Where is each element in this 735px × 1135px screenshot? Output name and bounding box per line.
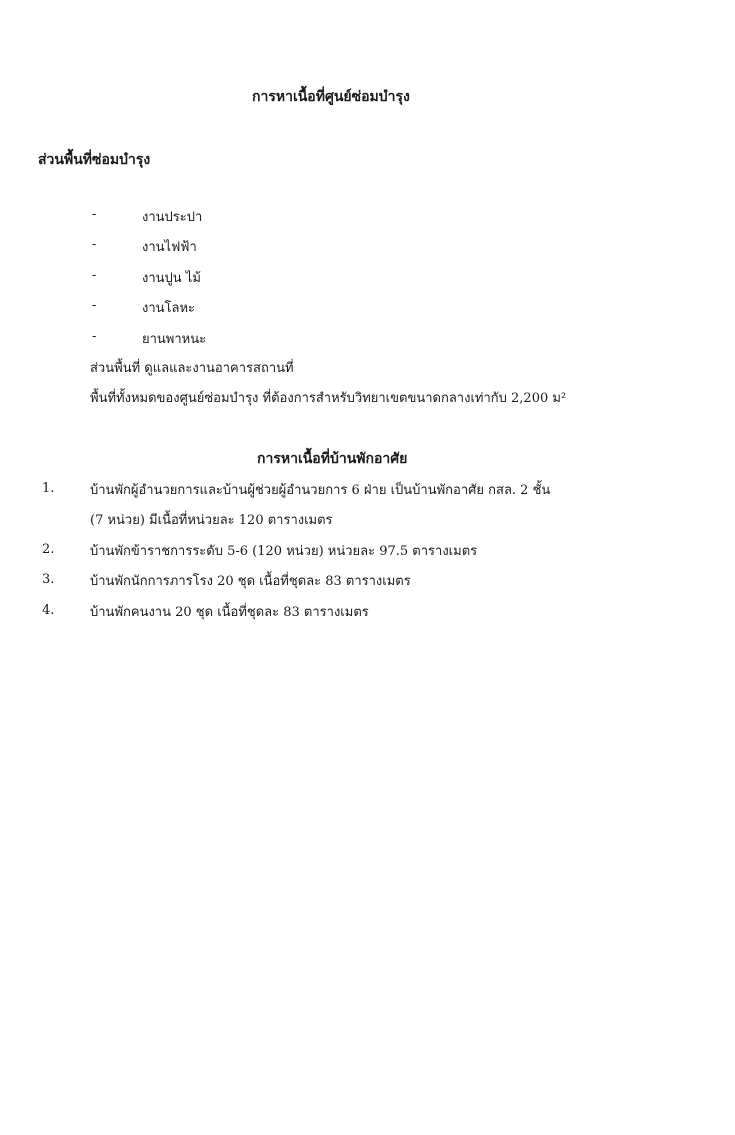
housing-title: การหาเนื้อที่บ้านพักอาศัย <box>257 451 408 467</box>
list-item: บ้านพักข้าราชการระดับ 5-6 (120 หน่วย) หน่วยละ 97.5 ตารางเมตร <box>90 544 478 559</box>
maintenance-heading: ส่วนพื้นที่ซ่อมบำรุง <box>38 152 151 168</box>
maintenance-total-line: พื้นที่ทั้งหมดของศูนย์ซ่อมบำรุง ที่ต้องการสำหรับวิทยาเขตขนาดกลางเท่ากับ 2,200 ม² <box>90 391 567 406</box>
list-item: งานประปา <box>142 210 203 225</box>
list-number: 2. <box>42 542 55 557</box>
maintenance-title: การหาเนื้อที่ศูนย์ซ่อมบำรุง <box>252 89 410 105</box>
list-item: งานปูน ไม้ <box>142 271 201 286</box>
list-bullet: - <box>92 298 97 313</box>
list-bullet: - <box>92 329 97 344</box>
list-item: ยานพาหนะ <box>142 332 207 347</box>
list-number: 3. <box>42 572 55 587</box>
list-bullet: - <box>92 237 97 252</box>
list-item: บ้านพักนักการภารโรง 20 ชุด เนื้อที่ชุดละ 83 ตารางเมตร <box>90 574 411 589</box>
list-item: บ้านพักผู้อำนวยการและบ้านผู้ช่วยผู้อำนวยการ 6 ฝ่าย เป็นบ้านพักอาศัย กสล. 2 ชั้น <box>90 483 551 498</box>
list-item: งานไฟฟ้า <box>142 240 197 255</box>
list-item: งานโลหะ <box>142 301 196 316</box>
list-item: บ้านพักคนงาน 20 ชุด เนื้อที่ชุดละ 83 ตารางเมตร <box>90 605 369 620</box>
list-number: 4. <box>42 603 55 618</box>
list-bullet: - <box>92 268 97 283</box>
maintenance-extra-line: ส่วนพื้นที่ ดูแลและงานอาคารสถานที่ <box>90 361 294 376</box>
list-number: 1. <box>42 481 55 496</box>
list-item-continuation: (7 หน่วย) มีเนื้อที่หน่วยละ 120 ตารางเมตร <box>90 513 333 528</box>
list-bullet: - <box>92 207 97 222</box>
